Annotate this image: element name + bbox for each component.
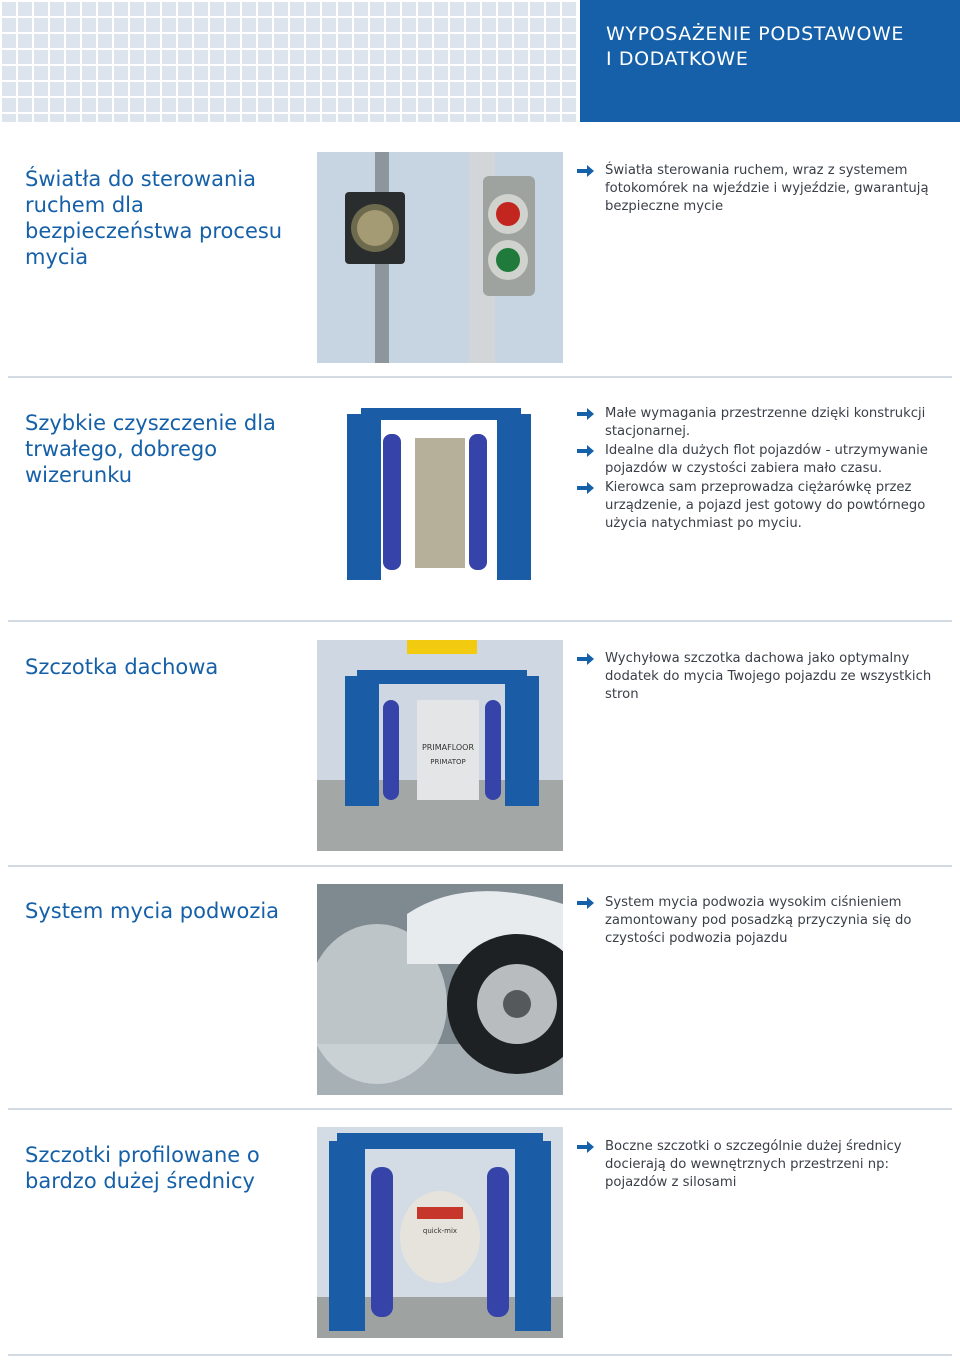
- arrow-right-icon: [577, 164, 595, 178]
- undercarriage-wash-photo: [317, 884, 563, 1095]
- bullet-text: Boczne szczotki o szczególnie dużej średnicy docierają do wewnętrznych przestrzeni np: pojazdów z silosami: [605, 1139, 902, 1190]
- section-title: Szczotka dachowa: [25, 655, 219, 679]
- section-title: Szybkie czyszczenie dla trwałego, dobrego wizerunku: [25, 411, 276, 487]
- bullet-list: [577, 1138, 947, 1193]
- header-grid-pattern: [0, 0, 578, 122]
- tanker-label: quick-mix: [422, 1227, 458, 1235]
- list-item: [577, 1138, 947, 1192]
- bullet-list: [577, 650, 947, 705]
- large-brushes-photo: [317, 1127, 563, 1338]
- list-item: [577, 894, 947, 948]
- bullet-text: Wychyłowa szczotka dachowa jako optymalny dodatek do mycia Twojego pojazdu ze wszystkich stron: [605, 651, 932, 702]
- section-divider: [8, 376, 952, 378]
- page-header: [580, 0, 960, 122]
- section-divider: [8, 620, 952, 622]
- bullet-text: Idealne dla dużych flot pojazdów - utrzymywanie pojazdów w czystości zabiera mało czasu.: [605, 443, 928, 476]
- section-title: System mycia podwozia: [25, 899, 280, 923]
- bullet-text: System mycia podwozia wysokim ciśnieniem zamontowany pod posadzką przyczynia się do czystości podwozia pojazdu: [605, 895, 912, 946]
- bullet-text: Małe wymagania przestrzenne dzięki konstrukcji stacjonarnej.: [605, 406, 926, 439]
- bullet-list: [577, 405, 947, 534]
- section-divider: [8, 865, 952, 867]
- bullet-list: [577, 894, 947, 949]
- section-divider: [8, 1354, 952, 1356]
- bullet-text: Kierowca sam przeprowadza ciężarówkę przez urządzenie, a pojazd jest gotowy do powtórnego użycia natychmiast po myciu.: [605, 480, 926, 531]
- arrow-right-icon: [577, 407, 595, 421]
- list-item: [577, 479, 947, 533]
- header-title-line2: I DODATKOWE: [606, 48, 749, 70]
- arrow-right-icon: [577, 444, 595, 458]
- truck-label-side: PRIMATOP: [430, 758, 466, 766]
- arrow-right-icon: [577, 1140, 595, 1154]
- arrow-right-icon: [577, 896, 595, 910]
- roof-brush-photo: [317, 640, 563, 851]
- bullet-list: [577, 162, 947, 217]
- bullet-text: Światła sterowania ruchem, wraz z systemem fotokomórek na wjeździe i wyjeździe, gwarantują bezpieczne mycie: [605, 163, 929, 214]
- header-title-line1: WYPOSAŻENIE PODSTAWOWE: [606, 23, 905, 45]
- arrow-right-icon: [577, 652, 595, 666]
- list-item: [577, 442, 947, 478]
- section-title: Szczotki profilowane o bardzo dużej średnicy: [25, 1143, 260, 1193]
- traffic-lights-photo: [317, 152, 563, 363]
- list-item: [577, 650, 947, 704]
- arrow-right-icon: [577, 481, 595, 495]
- list-item: [577, 405, 947, 441]
- truck-label-roof: PRIMAFLOOR: [421, 743, 475, 752]
- wash-gantry-photo: [335, 398, 538, 584]
- section-divider: [8, 1108, 952, 1110]
- section-title: Światła do sterowania ruchem dla bezpieczeństwa procesu mycia: [25, 167, 283, 269]
- list-item: [577, 162, 947, 216]
